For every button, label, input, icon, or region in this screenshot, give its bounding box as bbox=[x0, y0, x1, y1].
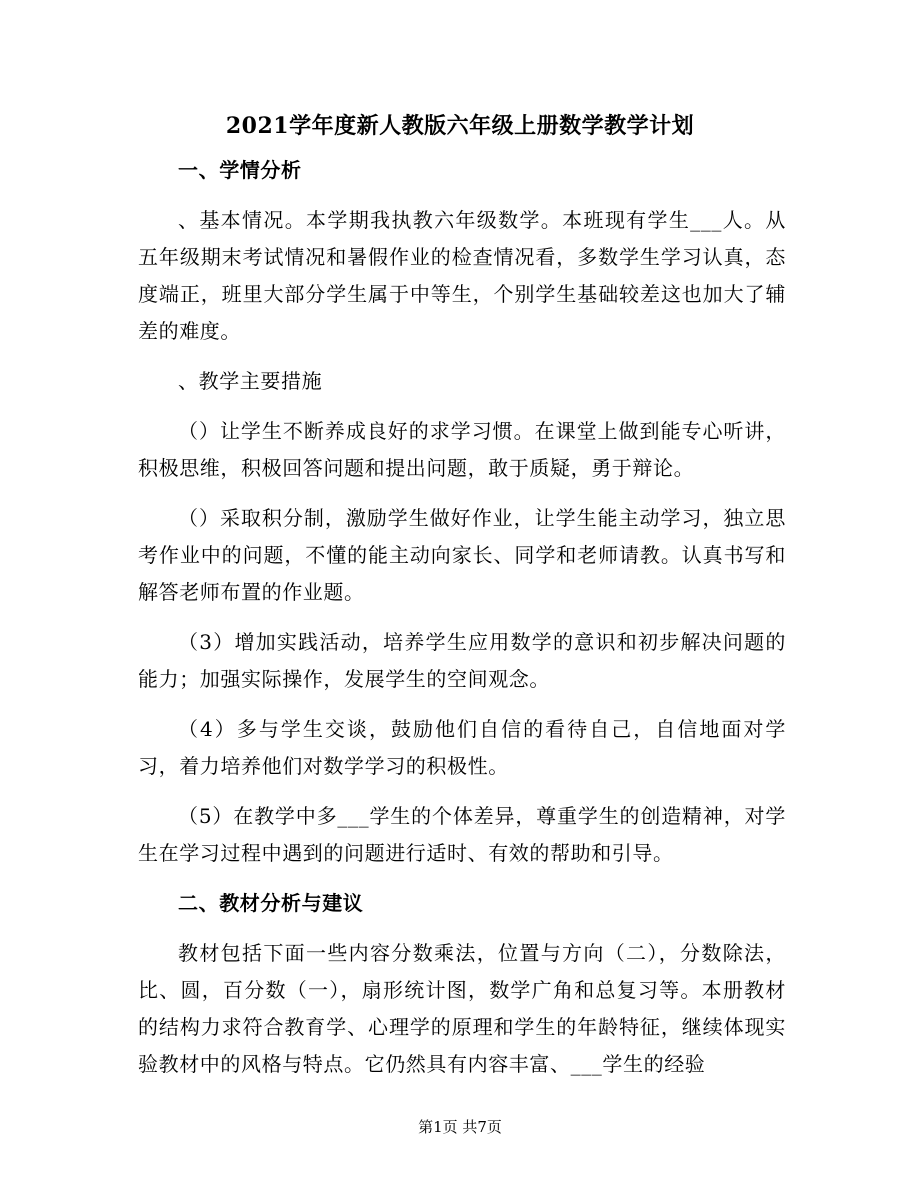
paragraph-measure-3: （3）增加实践活动，培养学生应用数学的意识和初步解决问题的能力；加强实际操作，发展学生的空间观念。 bbox=[138, 630, 786, 691]
paragraph-measure-2: （）采取积分制，激励学生做好作业，让学生能主动学习，独立思考作业中的问题，不懂的能主动向家长、同学和老师请教。认真书写和解答老师布置的作业题。 bbox=[138, 506, 786, 604]
paragraph-measure-4: （4）多与学生交谈，鼓励他们自信的看待自己，自信地面对学习，着力培养他们对数学学习的积极性。 bbox=[138, 717, 786, 778]
paragraph-main-measures-heading: 、教学主要措施 bbox=[178, 369, 323, 393]
paragraph-textbook-content: 教材包括下面一些内容分数乘法，位置与方向（二），分数除法，比、圆，百分数（一），扇形统计图，数学广角和总复习等。本册教材的结构力求符合教育学、心理学的原理和学生的年龄特征，继续体现实验教材中的风格与特点。它仍然具有内容丰富、___学生的经验 bbox=[138, 941, 786, 1076]
section-heading-textbook-analysis: 二、教材分析与建议 bbox=[178, 891, 364, 915]
page-number-footer: 第1页 共7页 bbox=[418, 1118, 502, 1136]
document-body bbox=[138, 152, 786, 1096]
paragraph-basic-situation: 、基本情况。本学期我执教六年级数学。本班现有学生___人。从五年级期末考试情况和暑假作业的检查情况看，多数学生学习认真，态度端正，班里大部分学生属于中等生，个别学生基础较差这也加大了辅差的难度。 bbox=[138, 208, 786, 343]
paragraph-measure-5: （5）在教学中多___学生的个体差异，尊重学生的创造精神，对学生在学习过程中遇到的问题进行适时、有效的帮助和引导。 bbox=[138, 804, 786, 865]
section-heading-learning-analysis: 一、学情分析 bbox=[178, 158, 302, 182]
document-title: 2021学年度新人教版六年级上册数学教学计划 bbox=[225, 113, 695, 139]
paragraph-measure-1: （）让学生不断养成良好的求学习惯。在课堂上做到能专心听讲，积极思维，积极回答问题和提出问题，敢于质疑，勇于辩论。 bbox=[138, 419, 786, 480]
